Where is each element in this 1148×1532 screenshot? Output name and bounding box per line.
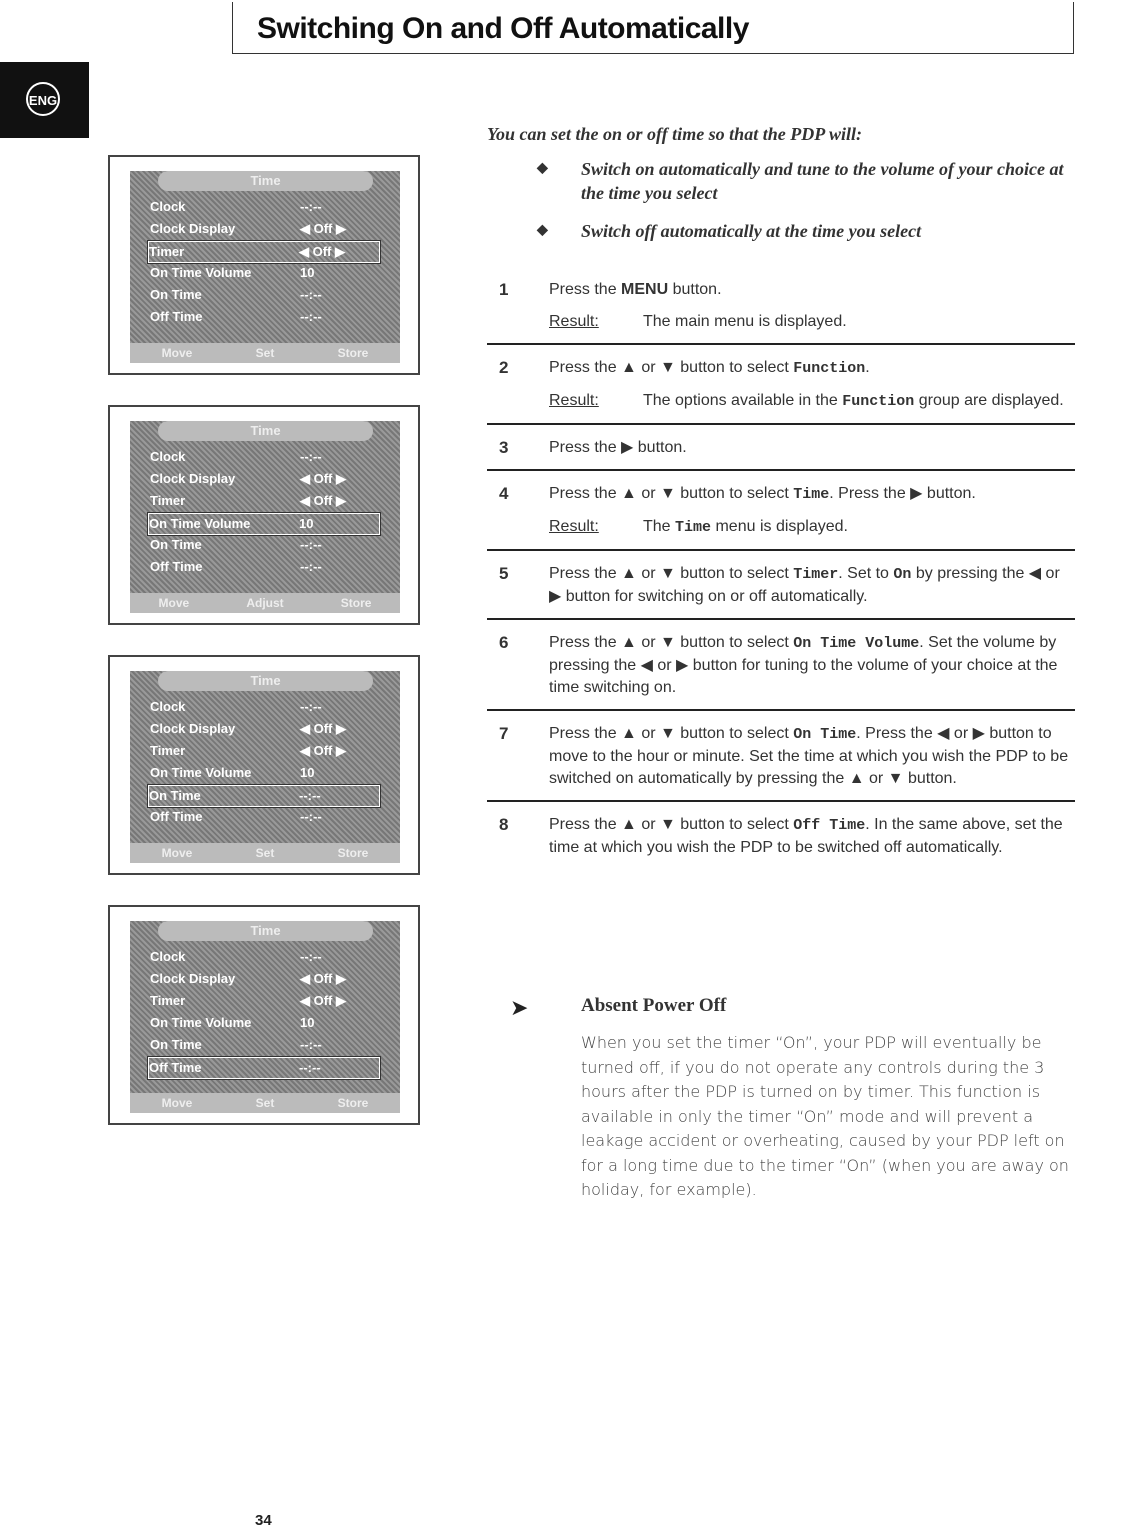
menu-row-label: Off Time (150, 809, 203, 824)
menu-row-label: Clock Display (150, 721, 236, 736)
result-text: The main menu is displayed. (643, 313, 847, 330)
note-title: Absent Power Off (581, 995, 727, 1016)
menu-row-value: ◀ Off ▶ (300, 493, 346, 508)
menu-row-value: 10 (300, 1015, 315, 1030)
result-text: The options available in the Function group are displayed. (643, 392, 1064, 410)
menu-row-value: --:-- (300, 287, 322, 302)
menu-row (150, 807, 380, 827)
menu-row (150, 197, 380, 217)
step-number: 4 (499, 484, 509, 503)
result-label: Result: (549, 518, 599, 535)
menu-row-label: Off Time (150, 559, 203, 574)
menu-row-label: On Time Volume (150, 1015, 252, 1030)
step-text: Press the ▲ or ▼ button to select On Time Volume. Set the volume by pressing the ◀ or ▶ button for tuning to the volume of your choice at the time switching on. (549, 634, 1058, 696)
step-text: Press the MENU button. (549, 281, 722, 298)
footer-hint: Set (255, 846, 275, 860)
step-number: 5 (499, 564, 509, 583)
menu-row (150, 219, 380, 239)
title-box (232, 2, 1074, 54)
menu-row-value: --:-- (300, 537, 322, 552)
step (487, 814, 1075, 869)
footer-hint: Adjust (246, 596, 284, 610)
footer-hint: Move (161, 346, 193, 360)
menu-screenshot (108, 905, 420, 1125)
page-title: Switching On and Off Automatically (257, 12, 749, 45)
menu-row (148, 513, 380, 535)
menu-row (148, 241, 380, 263)
menu-screenshot (108, 405, 420, 625)
menu-row-label: Clock (150, 199, 186, 214)
page-number: 34 (255, 1512, 272, 1529)
step-number: 7 (499, 724, 509, 743)
menu-row-label: On Time Volume (149, 516, 251, 531)
menu-row-value: ◀ Off ▶ (299, 244, 345, 259)
footer-hint: Set (255, 1096, 275, 1110)
menu-row-value: ◀ Off ▶ (300, 221, 346, 236)
menu-row-value: ◀ Off ▶ (300, 993, 346, 1008)
menu-row-value: 10 (299, 516, 314, 531)
menu-row (150, 1035, 380, 1055)
step (487, 437, 1075, 471)
menu-screenshot (108, 655, 420, 875)
menu-row-value: --:-- (300, 699, 322, 714)
step-number: 1 (499, 280, 509, 299)
menu-row-value: --:-- (300, 199, 322, 214)
menu-row-label: Timer (150, 493, 186, 508)
menu-row-value: --:-- (299, 788, 321, 803)
intro-text: You can set the on or off time so that the PDP will: (487, 124, 863, 144)
bullet-item: ◆ Switch off automatically at the time you select (537, 219, 1075, 243)
step-text: Press the ▲ or ▼ button to select Off Time. In the same above, set the time at which you wish the PDP to be switched off automatically. (549, 816, 1063, 856)
menu-footer (130, 593, 400, 613)
menu-row-value: --:-- (300, 449, 322, 464)
note-arrow-icon: ➤ (510, 995, 529, 1020)
step (487, 279, 1075, 345)
step-result (549, 390, 1075, 413)
menu-row (150, 741, 380, 761)
menu-row (150, 763, 380, 783)
menu-row (150, 307, 380, 327)
step-text: Press the ▲ or ▼ button to select On Time. Press the ◀ or ▶ button to move to the hour or minute. Set the time at which you wish the PDP to be switched on automatically by pressing the ▲ or ▼ button. (549, 725, 1069, 787)
steps-list (487, 279, 1075, 869)
menu-footer (130, 343, 400, 363)
osd-screen (130, 921, 400, 1113)
footer-hint: Move (161, 1096, 193, 1110)
menu-row-value: ◀ Off ▶ (300, 971, 346, 986)
language-tab (0, 62, 89, 138)
menu-row (150, 947, 380, 967)
step-result (549, 311, 1075, 333)
menu-row (150, 447, 380, 467)
menu-row-label: Timer (150, 743, 186, 758)
menu-row (148, 785, 380, 807)
menu-row (150, 719, 380, 739)
step-number: 2 (499, 358, 509, 377)
menu-row-label: Clock (150, 699, 186, 714)
menu-row-label: Timer (150, 993, 186, 1008)
menu-row-value: --:-- (300, 809, 322, 824)
step-text: Press the ▲ or ▼ button to select Time. Press the ▶ button. (549, 485, 976, 503)
menu-row-label: Clock (150, 449, 186, 464)
menu-row-label: Clock Display (150, 971, 236, 986)
step-text: Press the ▲ or ▼ button to select Timer. Set to On by pressing the ◀ or ▶ button for switching on or off automatically. (549, 565, 1060, 605)
note-body: When you set the timer “On”, your PDP will eventually be turned off, if you do not operate any controls during the 3 hours after the PDP is turned on by timer. This function is available in only the timer “On” mode and will prevent a leakage accident or overheating, caused by your PDP left on for a long time due to the timer “On” (when you are away on holiday, for example). (581, 1033, 1069, 1199)
menu-row-value: 10 (300, 265, 315, 280)
footer-hint: Store (340, 596, 372, 610)
footer-hint: Set (255, 346, 275, 360)
step (487, 483, 1075, 551)
menu-row (150, 535, 380, 555)
footer-hint: Store (337, 1096, 369, 1110)
menu-row (148, 1057, 380, 1079)
step-text: Press the ▲ or ▼ button to select Function. (549, 359, 870, 377)
menu-row-value: ◀ Off ▶ (300, 721, 346, 736)
menu-row (150, 285, 380, 305)
osd-screen (130, 171, 400, 363)
bullet-item: ◆ Switch on automatically and tune to the volume of your choice at the time you select (537, 157, 1075, 205)
menu-row-label: On Time (149, 788, 201, 803)
menu-row-label: Clock Display (150, 471, 236, 486)
menu-row-label: Clock Display (150, 221, 236, 236)
menu-row-label: Clock (150, 949, 186, 964)
menu-row-label: On Time Volume (150, 265, 252, 280)
menu-row (150, 969, 380, 989)
menu-row-label: On Time (150, 1037, 202, 1052)
menu-row (150, 491, 380, 511)
menu-footer (130, 1093, 400, 1113)
footer-hint: Store (337, 346, 369, 360)
menu-row (150, 263, 380, 283)
menu-row-label: On Time (150, 537, 202, 552)
step (487, 563, 1075, 620)
menu-title: Time (158, 671, 373, 691)
menu-footer (130, 843, 400, 863)
menu-row-value: 10 (300, 765, 315, 780)
result-label: Result: (549, 392, 599, 409)
language-badge: ENG (26, 82, 60, 116)
menu-row (150, 1013, 380, 1033)
menu-row-value: --:-- (300, 1037, 322, 1052)
step (487, 632, 1075, 711)
menu-row (150, 991, 380, 1011)
menu-title: Time (158, 421, 373, 441)
instructions (487, 124, 1075, 881)
step-text: Press the ▶ button. (549, 439, 687, 456)
menu-row (150, 557, 380, 577)
step-number: 8 (499, 815, 509, 834)
osd-screen (130, 671, 400, 863)
menu-row (150, 697, 380, 717)
menu-row-value: --:-- (300, 559, 322, 574)
step (487, 357, 1075, 425)
menu-title: Time (158, 171, 373, 191)
menu-screenshot (108, 155, 420, 375)
menu-row-value: --:-- (300, 309, 322, 324)
menu-row-label: On Time Volume (150, 765, 252, 780)
menu-title: Time (158, 921, 373, 941)
osd-screen (130, 421, 400, 613)
note (510, 995, 1070, 1203)
footer-hint: Store (337, 846, 369, 860)
menu-row-value: --:-- (299, 1060, 321, 1075)
step-result (549, 516, 1075, 539)
menu-row-value: ◀ Off ▶ (300, 743, 346, 758)
menu-row-label: On Time (150, 287, 202, 302)
menu-row-value: ◀ Off ▶ (300, 471, 346, 486)
result-text: The Time menu is displayed. (643, 518, 848, 536)
step (487, 723, 1075, 802)
menu-row-value: --:-- (300, 949, 322, 964)
menu-row-label: Off Time (150, 309, 203, 324)
menu-row (150, 469, 380, 489)
step-number: 3 (499, 438, 509, 457)
footer-hint: Move (158, 596, 190, 610)
step-number: 6 (499, 633, 509, 652)
menu-row-label: Off Time (149, 1060, 202, 1075)
menu-row-label: Timer (149, 244, 185, 259)
result-label: Result: (549, 313, 599, 330)
footer-hint: Move (161, 846, 193, 860)
